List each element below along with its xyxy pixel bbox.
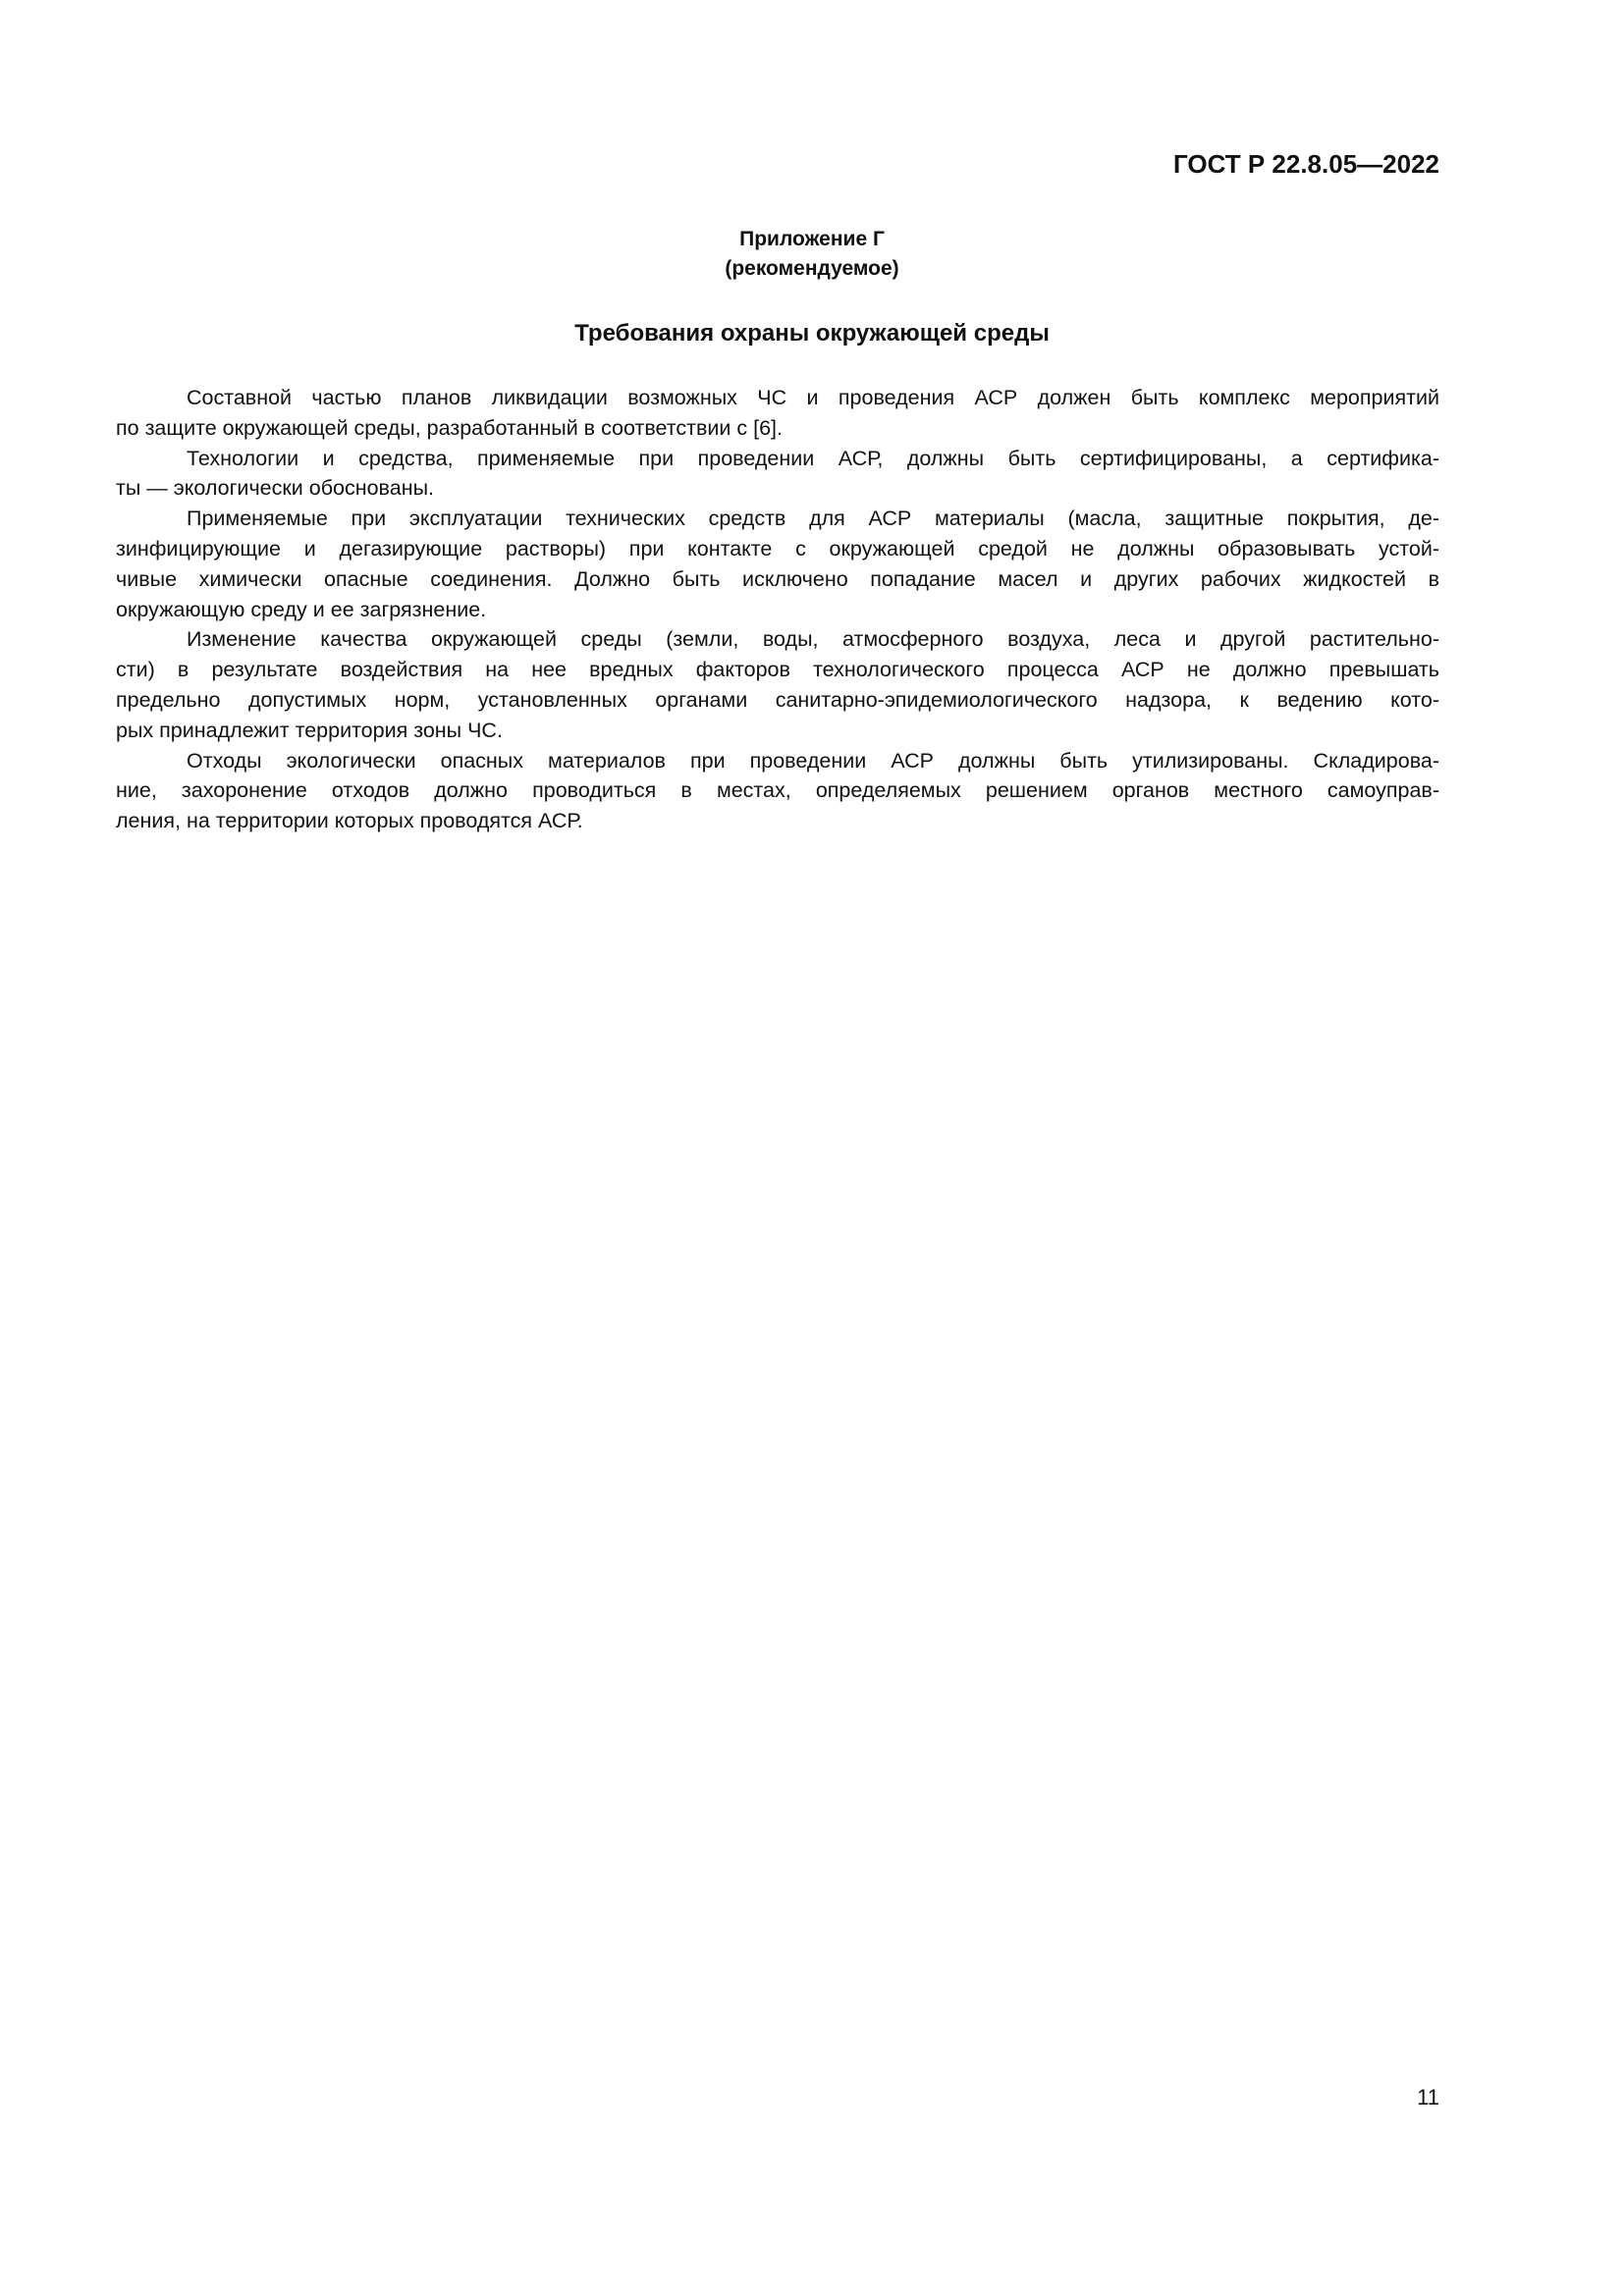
text-line: чивые химически опасные соединения. Должно быть исключено попадание масел и других рабочих жидкостей в: [116, 566, 1439, 591]
text-line: Отходы экологически опасных материалов при проведении АСР должны быть утилизированы. Складирова-: [187, 748, 1439, 773]
paragraph: [116, 383, 1439, 444]
text-line: ты — экологически обоснованы.: [116, 476, 434, 501]
text-line: Составной частью планов ликвидации возможных ЧС и проведения АСР должен быть комплекс мероприятий: [187, 386, 1439, 409]
text-line: рых принадлежит территория зоны ЧС.: [116, 718, 503, 742]
page-number: 11: [1417, 2085, 1439, 2109]
text-line: Изменение качества окружающей среды (земли, воды, атмосферного воздуха, леса и другой растительно-: [187, 627, 1439, 652]
text-line: сти) в результате воздействия на нее вредных факторов технологического процесса АСР не должно превышать: [116, 658, 1439, 682]
appendix-label: Приложение Г: [739, 228, 885, 250]
text-line: окружающую среду и ее загрязнение.: [116, 597, 487, 621]
paragraph: [116, 504, 1439, 624]
text-line: Технологии и средства, применяемые при проведении АСР, должны быть сертифицированы, а сертифика-: [187, 446, 1439, 470]
paragraph: [116, 746, 1439, 836]
appendix-status: (рекомендуемое): [725, 257, 899, 280]
paragraph: [116, 444, 1439, 505]
document-code: ГОСТ Р 22.8.05—2022: [1172, 149, 1439, 179]
text-line: ние, захоронение отходов должно проводиться в местах, определяемых решением органов местного самоуправ-: [116, 778, 1439, 803]
body-text: [116, 383, 1439, 836]
text-line: Применяемые при эксплуатации технических средств для АСР материалы (масла, защитные покрытия, де-: [187, 507, 1439, 531]
text-line: ления, на территории которых проводятся АСР.: [116, 809, 583, 833]
text-line: по защите окружающей среды, разработанный в соответствии с [6].: [116, 415, 783, 440]
text-line: зинфицирующие и дегазирующие растворы) при контакте с окружающей средой не должны образовывать устой-: [116, 536, 1439, 561]
section-title: Требования охраны окружающей среды: [574, 320, 1050, 347]
paragraph: [116, 624, 1439, 745]
text-line: предельно допустимых норм, установленных органами санитарно-эпидемиологического надзора, к ведению кото-: [116, 687, 1439, 712]
